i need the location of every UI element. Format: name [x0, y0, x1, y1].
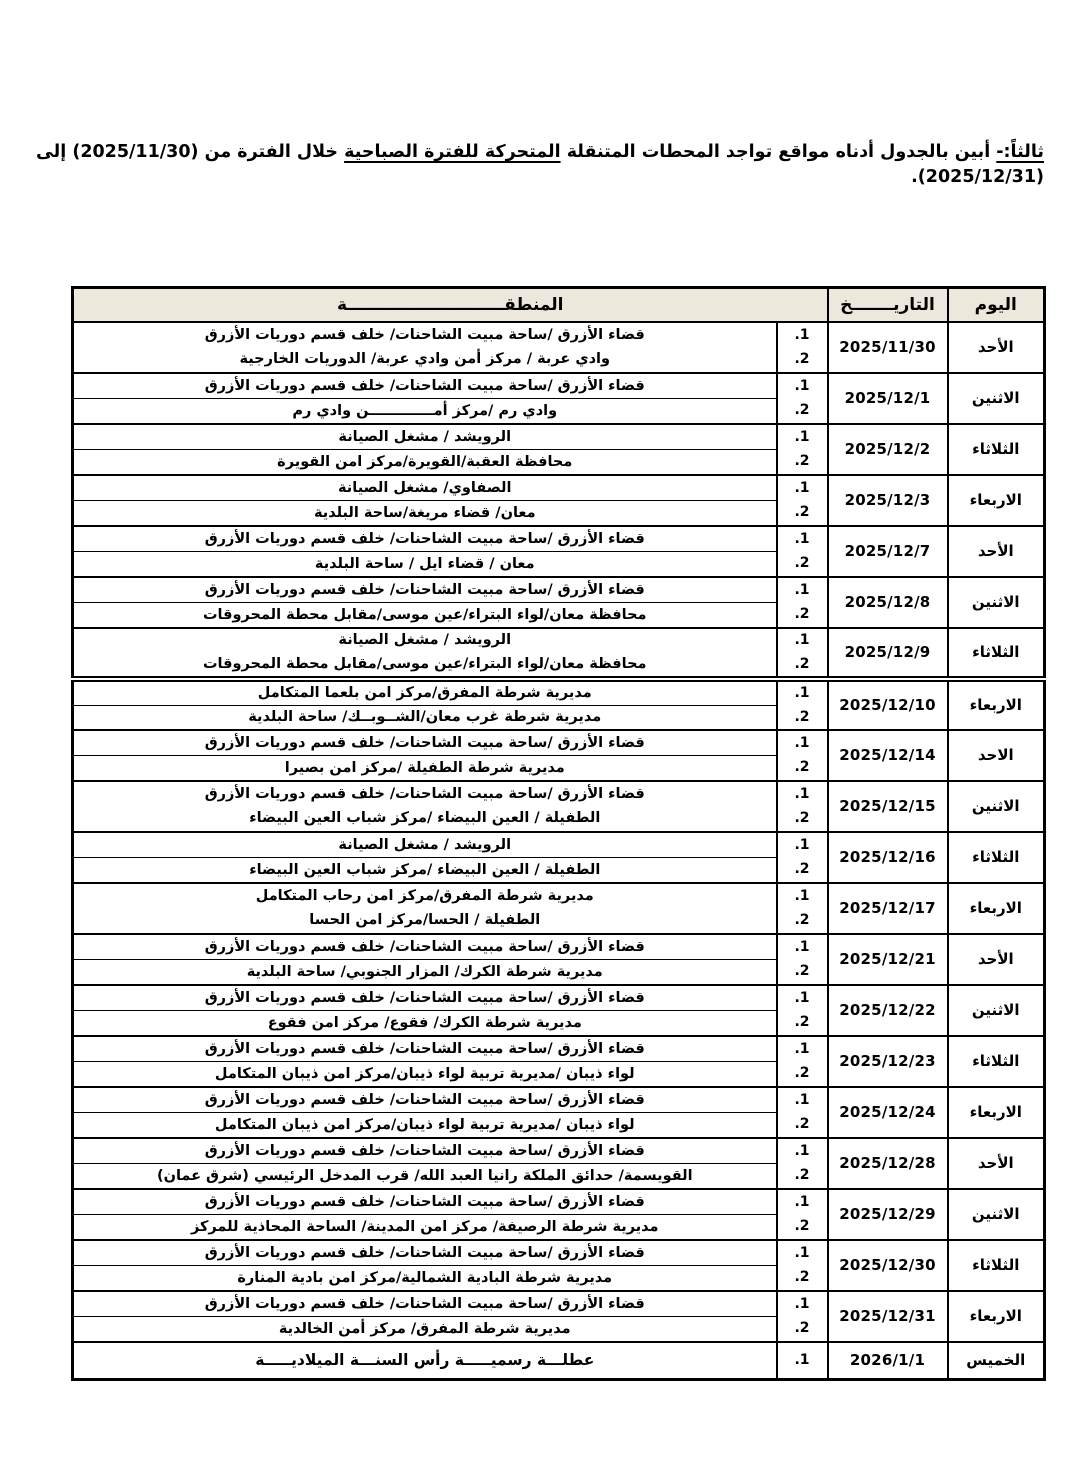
location-stack: [74, 476, 776, 525]
item-number: 2.: [794, 708, 810, 725]
item-number: 1.: [794, 685, 810, 702]
item-number: 1.: [794, 1295, 810, 1312]
schedule-table: [71, 286, 1046, 1381]
item-number-stack: [778, 884, 827, 933]
location-stack: [74, 425, 776, 474]
location-stack: [74, 782, 776, 831]
item-number-cell: [777, 832, 828, 883]
item-number-stack: [778, 527, 827, 576]
item-number-cell: [777, 475, 828, 526]
location-text: الصفاوي/ مشغل الصيانة: [74, 476, 776, 501]
day-cell: الأحد: [948, 526, 1045, 577]
area-cell: [72, 475, 776, 526]
location-text: قضاء الأزرق /ساحة مبيت الشاحنات/ خلف قسم دوريات الأزرق: [74, 578, 776, 603]
item-number-cell: [777, 1087, 828, 1138]
schedule-row: [72, 1189, 1044, 1240]
location-text: قضاء الأزرق /ساحة مبيت الشاحنات/ خلف قسم دوريات الأزرق: [74, 986, 776, 1011]
item-number-stack: [778, 374, 827, 423]
date-cell: 2025/12/17: [828, 883, 948, 934]
item-number-cell: [777, 628, 828, 679]
heading-text-after: خلال الفترة من (2025/11/30) إلى (2025/12/31).: [35, 142, 1044, 188]
location-text: محافظة معان/لواء البتراء/عين موسى/مقابل محطة المحروقات: [202, 655, 647, 672]
item-number: 1.: [794, 887, 810, 904]
location-text: مديرية شرطة الطفيلة /مركز امن بصيرا: [284, 759, 565, 776]
location-text: الطفيلة / الحسا/مركز امن الحسا: [309, 912, 541, 929]
item-number: 2.: [794, 504, 810, 521]
date-cell: 2025/12/30: [828, 1240, 948, 1291]
column-header-area: المنطقـــــــــــــــــــــــــــة: [72, 288, 827, 322]
day-cell: الثلاثاء: [948, 628, 1045, 679]
area-cell: [72, 1138, 776, 1189]
schedule-row: [72, 985, 1044, 1036]
date-cell: 2025/12/2: [828, 424, 948, 475]
location-text: قضاء الأزرق /ساحة مبيت الشاحنات/ خلف قسم دوريات الأزرق: [204, 326, 645, 343]
item-number-cell: [777, 730, 828, 781]
location-stack: [74, 1037, 776, 1086]
item-number: 1.: [794, 989, 810, 1006]
item-number: 1.: [794, 1193, 810, 1210]
item-number-stack: [778, 476, 827, 525]
location-stack: [74, 1292, 776, 1341]
location-text: معان / قضاء ايل / ساحة البلدية: [314, 555, 535, 572]
date-cell: 2025/12/31: [828, 1291, 948, 1342]
area-cell: [72, 1189, 776, 1240]
location-text: وادي رم /مركز أمـــــــــــــن وادي رم: [292, 402, 558, 419]
location-text: قضاء الأزرق /ساحة مبيت الشاحنات/ خلف قسم دوريات الأزرق: [74, 1292, 776, 1317]
area-cell: [72, 1342, 776, 1380]
area-cell: [72, 1036, 776, 1087]
item-number: 2.: [794, 1014, 810, 1031]
item-number: 2.: [794, 1269, 810, 1286]
schedule-row: [72, 730, 1044, 781]
item-number: 1.: [794, 734, 810, 751]
location-text: مديرية شرطة الرصيفة/ مركز امن المدينة/ الساحة المحاذية للمركز: [190, 1218, 659, 1235]
area-cell: [72, 781, 776, 832]
location-text: وادي عربة / مركز أمن وادي عربة/ الدوريات الخارجية: [239, 351, 611, 368]
date-cell: 2025/12/3: [828, 475, 948, 526]
day-cell: الاربعاء: [948, 679, 1045, 730]
item-number: 1.: [794, 836, 810, 853]
item-number: 2.: [794, 1218, 810, 1235]
date-cell: 2025/12/7: [828, 526, 948, 577]
schedule-row: [72, 1087, 1044, 1138]
schedule-row: [72, 1240, 1044, 1291]
item-number-stack: [778, 1343, 827, 1379]
schedule-row: [72, 934, 1044, 985]
location-text: قضاء الأزرق /ساحة مبيت الشاحنات/ خلف قسم دوريات الأزرق: [74, 1190, 776, 1215]
item-number-cell: [777, 934, 828, 985]
day-cell: الاربعاء: [948, 1291, 1045, 1342]
area-cell: [72, 322, 776, 373]
schedule-row: [72, 322, 1044, 373]
item-number-stack: [778, 1037, 827, 1086]
date-cell: 2025/12/22: [828, 985, 948, 1036]
item-number-cell: [777, 1342, 828, 1380]
area-cell: [72, 424, 776, 475]
schedule-row: [72, 883, 1044, 934]
item-number-stack: [778, 731, 827, 780]
item-number: 2.: [794, 1167, 810, 1184]
date-cell: 2025/12/14: [828, 730, 948, 781]
schedule-row: [72, 1036, 1044, 1087]
location-stack: [74, 833, 776, 882]
day-cell: الثلاثاء: [948, 832, 1045, 883]
day-cell: الاثنين: [948, 1189, 1045, 1240]
item-number-cell: [777, 1189, 828, 1240]
item-number-stack: [778, 1241, 827, 1290]
location-stack: [74, 884, 776, 933]
day-cell: الاربعاء: [948, 883, 1045, 934]
item-number: 2.: [794, 912, 810, 929]
location-text: قضاء الأزرق /ساحة مبيت الشاحنات/ خلف قسم دوريات الأزرق: [74, 731, 776, 756]
day-cell: الثلاثاء: [948, 424, 1045, 475]
item-number-stack: [778, 1292, 827, 1341]
location-text: مديرية شرطة المفرق/ مركز أمن الخالدية: [278, 1320, 571, 1337]
schedule-row: [72, 1291, 1044, 1342]
location-text: مديرية شرطة المفرق/مركز امن رحاب المتكامل: [255, 887, 594, 904]
date-cell: 2025/11/30: [828, 322, 948, 373]
date-cell: 2025/12/29: [828, 1189, 948, 1240]
schedule-row: [72, 781, 1044, 832]
location-text: قضاء الأزرق /ساحة مبيت الشاحنات/ خلف قسم دوريات الأزرق: [74, 935, 776, 960]
schedule-row: [72, 577, 1044, 628]
schedule-row: [72, 1342, 1044, 1380]
heading-term: ثالثاً:-: [996, 142, 1044, 162]
item-number-stack: [778, 323, 827, 372]
item-number: 1.: [794, 530, 810, 547]
column-header-day: اليوم: [948, 288, 1045, 322]
schedule-row: [72, 628, 1044, 679]
area-cell: [72, 883, 776, 934]
table-header-row: [72, 288, 1044, 322]
location-text: الطفيلة / العين البيضاء /مركز شباب العين البيضاء: [249, 861, 601, 878]
date-cell: 2025/12/28: [828, 1138, 948, 1189]
day-cell: الاربعاء: [948, 475, 1045, 526]
item-number-cell: [777, 1036, 828, 1087]
location-text: قضاء الأزرق /ساحة مبيت الشاحنات/ خلف قسم دوريات الأزرق: [74, 527, 776, 552]
item-number: 2.: [794, 606, 810, 623]
location-text: الرويشد / مشغل الصيانة: [338, 632, 512, 649]
item-number: 2.: [794, 351, 810, 368]
area-cell: [72, 832, 776, 883]
item-number-stack: [778, 1088, 827, 1137]
day-cell: الأحد: [948, 1138, 1045, 1189]
item-number: 1.: [794, 377, 810, 394]
area-cell: [72, 934, 776, 985]
day-cell: الاثنين: [948, 373, 1045, 424]
day-cell: الخميس: [948, 1342, 1045, 1380]
area-cell: [72, 985, 776, 1036]
item-number-stack: [778, 682, 827, 729]
item-number: 2.: [794, 1320, 810, 1337]
area-cell: [72, 730, 776, 781]
item-number-cell: [777, 322, 828, 373]
item-number: 2.: [794, 402, 810, 419]
item-number-stack: [778, 833, 827, 882]
date-cell: 2025/12/21: [828, 934, 948, 985]
area-cell: [72, 628, 776, 679]
area-cell: [72, 679, 776, 730]
location-text: محافظة معان/لواء البتراء/عين موسى/مقابل محطة المحروقات: [202, 606, 647, 623]
section-heading: [30, 140, 1044, 191]
schedule-row: [72, 475, 1044, 526]
location-text: مديرية شرطة الكرك/ فقوع/ مركز امن فقوع: [267, 1014, 582, 1031]
item-number: 1.: [794, 479, 810, 496]
location-stack: [74, 731, 776, 780]
location-text: قضاء الأزرق /ساحة مبيت الشاحنات/ خلف قسم دوريات الأزرق: [204, 785, 645, 802]
item-number: 1.: [794, 1040, 810, 1057]
location-stack: [74, 527, 776, 576]
item-number: 2.: [794, 861, 810, 878]
item-number-cell: [777, 577, 828, 628]
location-stack: [74, 1088, 776, 1137]
item-number: 1.: [794, 581, 810, 598]
item-number: 2.: [794, 759, 810, 776]
location-text: قضاء الأزرق /ساحة مبيت الشاحنات/ خلف قسم دوريات الأزرق: [74, 1088, 776, 1113]
item-number-cell: [777, 424, 828, 475]
schedule-row: [72, 1138, 1044, 1189]
location-stack: [74, 374, 776, 423]
location-text: محافظة العقبة/القويرة/مركز امن القويرة: [277, 453, 573, 470]
item-number-cell: [777, 985, 828, 1036]
area-cell: [72, 1087, 776, 1138]
day-cell: الثلاثاء: [948, 1036, 1045, 1087]
date-cell: 2025/12/15: [828, 781, 948, 832]
day-cell: الاثنين: [948, 577, 1045, 628]
item-number-stack: [778, 629, 827, 676]
item-number: 2.: [794, 963, 810, 980]
item-number: 2.: [794, 1065, 810, 1082]
item-number: 1.: [794, 428, 810, 445]
location-stack: [74, 629, 776, 676]
location-text: قضاء الأزرق /ساحة مبيت الشاحنات/ خلف قسم دوريات الأزرق: [74, 1139, 776, 1164]
location-text: لواء ذيبان /مديرية تربية لواء ذيبان/مركز امن ذيبان المتكامل: [214, 1116, 635, 1133]
location-stack: [74, 1343, 776, 1379]
item-number: 1.: [794, 1352, 810, 1369]
item-number: 1.: [794, 785, 810, 802]
day-cell: الأحد: [948, 322, 1045, 373]
date-cell: 2025/12/9: [828, 628, 948, 679]
item-number: 2.: [794, 453, 810, 470]
location-stack: [74, 1139, 776, 1188]
item-number: 2.: [794, 810, 810, 827]
item-number: 2.: [794, 555, 810, 572]
item-number-stack: [778, 425, 827, 474]
day-cell: الثلاثاء: [948, 1240, 1045, 1291]
location-text: قضاء الأزرق /ساحة مبيت الشاحنات/ خلف قسم دوريات الأزرق: [74, 1037, 776, 1062]
item-number-stack: [778, 1139, 827, 1188]
day-cell: الاثنين: [948, 781, 1045, 832]
item-number-cell: [777, 1291, 828, 1342]
day-cell: الاحد: [948, 730, 1045, 781]
item-number-cell: [777, 1138, 828, 1189]
date-cell: 2026/1/1: [828, 1342, 948, 1380]
location-text: الرويشد / مشغل الصيانة: [74, 425, 776, 450]
item-number-stack: [778, 578, 827, 627]
schedule-table-body: [72, 322, 1044, 1380]
item-number-stack: [778, 782, 827, 831]
location-stack: [74, 1241, 776, 1290]
location-text: معان/ قضاء مريغة/ساحة البلدية: [313, 504, 536, 521]
date-cell: 2025/12/1: [828, 373, 948, 424]
location-text: مديرية شرطة البادية الشمالية/مركز امن بادية المنارة: [237, 1269, 613, 1286]
date-cell: 2025/12/24: [828, 1087, 948, 1138]
date-cell: 2025/12/10: [828, 679, 948, 730]
location-stack: [74, 935, 776, 984]
schedule-row: [72, 679, 1044, 730]
location-text: مديرية شرطة غرب معان/الشــوبــك/ ساحة البلدية: [248, 709, 602, 725]
item-number: 1.: [794, 938, 810, 955]
location-stack: [74, 682, 776, 729]
area-cell: [72, 373, 776, 424]
item-number: 2.: [794, 655, 810, 672]
schedule-row: [72, 526, 1044, 577]
location-text: قضاء الأزرق /ساحة مبيت الشاحنات/ خلف قسم دوريات الأزرق: [74, 374, 776, 399]
item-number-cell: [777, 526, 828, 577]
item-number-cell: [777, 883, 828, 934]
area-cell: [72, 526, 776, 577]
item-number: 1.: [794, 1244, 810, 1261]
schedule-row: [72, 832, 1044, 883]
location-text: قضاء الأزرق /ساحة مبيت الشاحنات/ خلف قسم دوريات الأزرق: [74, 1241, 776, 1266]
heading-text-before: أبين بالجدول أدناه مواقع تواجد المحطات المتنقلة: [566, 142, 991, 162]
location-stack: [74, 323, 776, 372]
date-cell: 2025/12/23: [828, 1036, 948, 1087]
location-text: عطلـــة رسميـــــة رأس السنـــة الميلاديـــــة: [255, 1351, 595, 1370]
schedule-row: [72, 424, 1044, 475]
day-cell: الاثنين: [948, 985, 1045, 1036]
date-cell: 2025/12/8: [828, 577, 948, 628]
location-text: القويسمة/ حدائق الملكة رانيا العبد الله/ قرب المدخل الرئيسي (شرق عمان): [156, 1167, 693, 1184]
location-text: الطفيلة / العين البيضاء /مركز شباب العين البيضاء: [249, 810, 601, 827]
item-number-stack: [778, 1190, 827, 1239]
date-cell: 2025/12/16: [828, 832, 948, 883]
location-stack: [74, 986, 776, 1035]
item-number-stack: [778, 935, 827, 984]
item-number-stack: [778, 986, 827, 1035]
area-cell: [72, 1291, 776, 1342]
location-text: الرويشد / مشغل الصيانة: [74, 833, 776, 858]
item-number-cell: [777, 781, 828, 832]
item-number: 2.: [794, 1116, 810, 1133]
location-stack: [74, 1190, 776, 1239]
heading-underlined-phrase: المتحركة للفترة الصباحية: [344, 142, 561, 162]
area-cell: [72, 577, 776, 628]
location-text: لواء ذيبان /مديرية تربية لواء ذيبان/مركز امن ذيبان المتكامل: [214, 1065, 635, 1082]
location-text: مديرية شرطة الكرك/ المزار الجنوبي/ ساحة البلدية: [246, 963, 603, 980]
item-number: 1.: [794, 1091, 810, 1108]
area-cell: [72, 1240, 776, 1291]
location-stack: [74, 578, 776, 627]
item-number: 1.: [794, 1142, 810, 1159]
item-number: 1.: [794, 632, 810, 649]
item-number-cell: [777, 373, 828, 424]
column-header-date: التاريـــــــخ: [828, 288, 948, 322]
item-number-cell: [777, 679, 828, 730]
day-cell: الاربعاء: [948, 1087, 1045, 1138]
schedule-row: [72, 373, 1044, 424]
item-number: 1.: [794, 326, 810, 343]
day-cell: الأحد: [948, 934, 1045, 985]
location-text: مديرية شرطة المفرق/مركز امن بلعما المتكامل: [74, 682, 776, 706]
item-number-cell: [777, 1240, 828, 1291]
